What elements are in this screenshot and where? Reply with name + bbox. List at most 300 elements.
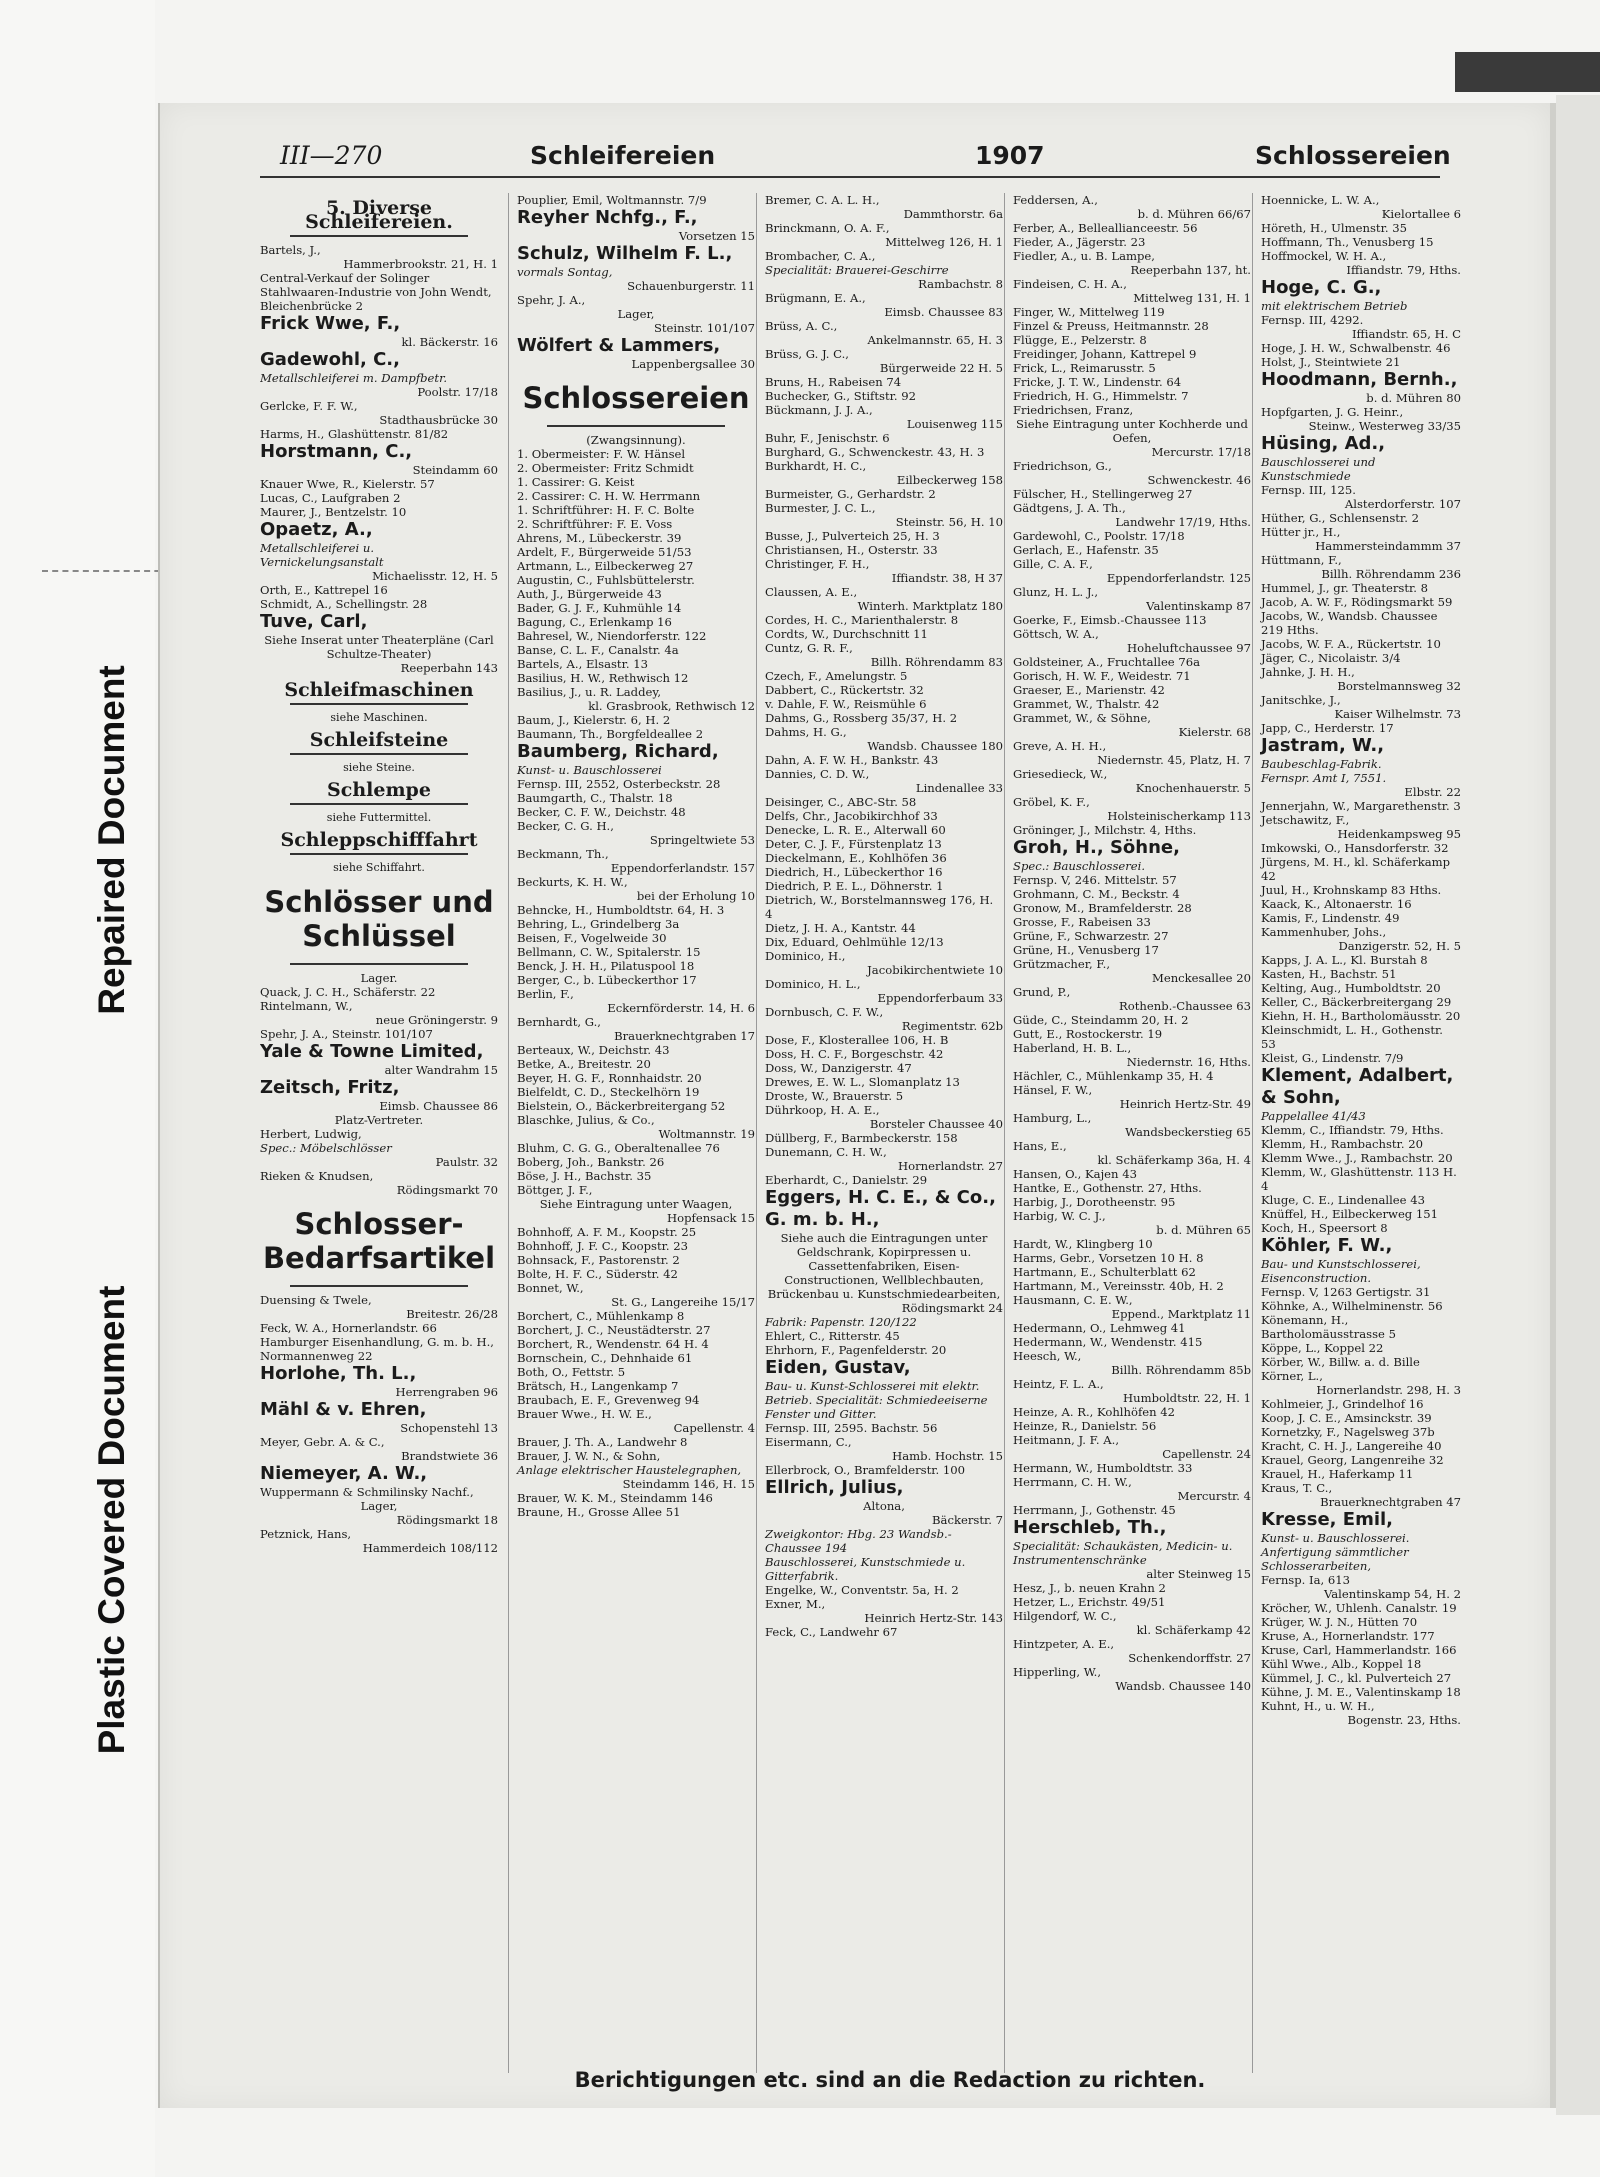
directory-entry: Jürgens, M. H., kl. Schäferkamp 42	[1261, 855, 1451, 883]
directory-entry: Jennerjahn, W., Margarethenstr. 3	[1261, 799, 1461, 813]
directory-entry: Heintz, F. L. A.,	[1013, 1377, 1104, 1391]
directory-entry: 2. Cassirer: C. H. W. Herrmann	[517, 489, 701, 503]
directory-entry: Freidinger, Johann, Kattrepel 9	[1013, 347, 1197, 361]
directory-entry: Klemm, C., Iffiandstr. 79, Hths.	[1261, 1123, 1444, 1137]
directory-entry: Schopenstehl 13	[400, 1421, 498, 1435]
directory-entry: Petznick, Hans,	[260, 1527, 352, 1541]
directory-entry: 1. Cassirer: G. Keist	[517, 475, 635, 489]
directory-entry: Dix, Eduard, Oehlmühle 12/13	[765, 935, 944, 949]
directory-entry: Jetschawitz, F.,	[1261, 813, 1350, 827]
directory-entry: Hüther, G., Schlensenstr. 2	[1261, 511, 1419, 525]
directory-entry: Kiehn, H. H., Bartholomäusstr. 20	[1261, 1009, 1461, 1023]
directory-entry: Knauer Wwe, R., Kielerstr. 57	[260, 477, 435, 491]
directory-entry: Valentinskamp 87	[1146, 599, 1251, 613]
directory-entry: Brauerknechtgraben 47	[1320, 1495, 1461, 1509]
directory-entry: Fernsp. III, 4292.	[1261, 313, 1364, 327]
directory-entry: Denecke, L. R. E., Alterwall 60	[765, 823, 946, 837]
firm-name: Eggers, H. C. E., & Co., G. m. b. H.,	[765, 1187, 996, 1230]
directory-entry: Schwenckestr. 46	[1147, 473, 1251, 487]
directory-entry: Kaiser Wilhelmstr. 73	[1334, 707, 1461, 721]
directory-entry: kl. Schäferkamp 42	[1136, 1623, 1251, 1637]
directory-entry: Eppendorferbaum 33	[877, 991, 1003, 1005]
directory-entry: Claussen, A. E.,	[765, 585, 858, 599]
directory-entry: Japp, C., Herderstr. 17	[1261, 721, 1394, 735]
directory-entry: Hoffmann, Th., Venusberg 15	[1261, 235, 1434, 249]
directory-entry: Dose, F., Klosterallee 106, H. B	[765, 1033, 949, 1047]
directory-entry: Dahms, G., Rossberg 35/37, H. 2	[765, 711, 958, 725]
section-heading: Schleifmaschinen	[284, 679, 474, 701]
plastic-covered-label: Plastic Covered Document	[91, 1285, 132, 1755]
directory-entry: Brüss, G. J. C.,	[765, 347, 849, 361]
directory-entry: Bogenstr. 23, Hths.	[1347, 1713, 1461, 1727]
header-rule	[260, 176, 1440, 178]
directory-entry: Spehr, J. A., Steinstr. 101/107	[260, 1027, 433, 1041]
directory-entry: Rambachstr. 8	[918, 277, 1003, 291]
directory-entry: Gille, C. A. F.,	[1013, 557, 1093, 571]
directory-entry: Gerlach, E., Hafenstr. 35	[1013, 543, 1159, 557]
directory-entry: Steinstr. 56, H. 10	[895, 515, 1003, 529]
directory-entry: b. d. Mühren 80	[1366, 391, 1461, 405]
directory-entry: Bohnhoff, A. F. M., Koopstr. 25	[517, 1225, 697, 1239]
firm-name: Klement, Adalbert, & Sohn,	[1261, 1065, 1454, 1108]
directory-entry: Koch, H., Speersort 8	[1261, 1221, 1388, 1235]
directory-entry: Kunst- u. Bauschlosserei	[517, 763, 662, 777]
directory-entry: Goldsteiner, A., Fruchtallee 76a	[1013, 655, 1201, 669]
directory-entry: Michaelisstr. 12, H. 5	[372, 569, 498, 583]
directory-entry: Kornetzky, F., Nagelsweg 37b	[1261, 1425, 1435, 1439]
directory-entry: Rieken & Knudsen,	[260, 1169, 374, 1183]
firm-name: Hoge, C. G.,	[1261, 277, 1382, 298]
directory-entry: Hammersteindammm 37	[1315, 539, 1461, 553]
footer-note: Berichtigungen etc. sind an die Redaction zu richten.	[574, 2068, 1206, 2092]
directory-entry: Feck, W. A., Hornerlandstr. 66	[260, 1321, 437, 1335]
directory-entry: Dominico, H. L.,	[765, 977, 861, 991]
directory-entry: Billh. Röhrendamm 85b	[1111, 1363, 1251, 1377]
directory-entry: Jahnke, J. H. H.,	[1261, 665, 1355, 679]
directory-entry: Cordts, W., Durchschnitt 11	[765, 627, 928, 641]
directory-entry: Artmann, L., Eilbeckerweg 27	[517, 559, 694, 573]
directory-entry: Anlage elektrischer Haustelegraphen,	[517, 1463, 742, 1477]
directory-entry: Mittelweg 126, H. 1	[885, 235, 1003, 249]
directory-entry: Ehlert, C., Ritterstr. 45	[765, 1329, 900, 1343]
directory-entry: Lappenbergsallee 30	[631, 357, 755, 371]
directory-entry: Flügge, E., Pelzerstr. 8	[1013, 333, 1147, 347]
directory-entry: Friedrich, H. G., Himmelstr. 7	[1013, 389, 1189, 403]
directory-entry: Ahrens, M., Lübeckerstr. 39	[517, 531, 682, 545]
directory-entry: Hantke, E., Gothenstr. 27, Hths.	[1013, 1181, 1202, 1195]
directory-entry: kl. Bäckerstr. 16	[401, 335, 498, 349]
side-banner	[0, 0, 155, 2177]
firm-name: Yale & Towne Limited,	[260, 1041, 484, 1062]
directory-entry: Duensing & Twele,	[260, 1293, 372, 1307]
directory-entry: Jacobikirchentwiete 10	[867, 963, 1003, 977]
directory-entry: Berger, C., b. Lübeckerthor 17	[517, 973, 697, 987]
directory-entry: Höreth, H., Ulmenstr. 35	[1261, 221, 1407, 235]
directory-entry: Bernhardt, G.,	[517, 1015, 601, 1029]
directory-entry: Zweigkontor: Hbg. 23 Wandsb.-Chaussee 194	[765, 1527, 952, 1555]
directory-entry: Hummel, J., gr. Theaterstr. 8	[1261, 581, 1429, 595]
directory-entry: Hornerlandstr. 27	[897, 1159, 1003, 1173]
directory-entry: Bau- und Kunstschlosserei, Eisenconstruction.	[1261, 1257, 1421, 1285]
firm-name: Wölfert & Lammers,	[517, 335, 721, 356]
column-1	[260, 193, 498, 2073]
directory-entry: alter Wandrahm 15	[384, 1063, 498, 1077]
directory-entry: mit elektrischem Betrieb	[1261, 299, 1408, 313]
directory-entry: Wandsb. Chaussee 140	[1115, 1679, 1251, 1693]
directory-entry: Brombacher, C. A.,	[765, 249, 876, 263]
directory-entry: Lager.	[360, 971, 398, 985]
directory-entry: Bielfeldt, C. D., Steckelhörn 19	[517, 1085, 700, 1099]
directory-entry: Hammerbrookstr. 21, H. 1	[343, 257, 498, 271]
directory-entry: siehe Schiffahrt.	[333, 861, 425, 874]
directory-entry: Landwehr 17/19, Hths.	[1115, 515, 1251, 529]
firm-name: Ellrich, Julius,	[765, 1477, 904, 1498]
firm-name: Baumberg, Richard,	[517, 741, 719, 762]
directory-entry: Spehr, J. A.,	[517, 293, 586, 307]
directory-entry: Baumann, Th., Borgfeldeallee 2	[517, 727, 704, 741]
firm-name: Zeitsch, Fritz,	[260, 1077, 400, 1098]
directory-entry: Braune, H., Grosse Allee 51	[517, 1505, 681, 1519]
directory-entry: Brauerknechtgraben 17	[614, 1029, 755, 1043]
directory-entry: Baubeschlag-Fabrik.	[1261, 757, 1382, 771]
directory-entry: Brauer Wwe., H. W. E.,	[517, 1407, 652, 1421]
directory-entry: St. G., Langereihe 15/17	[611, 1295, 755, 1309]
directory-entry: Eimsb. Chaussee 86	[379, 1099, 498, 1113]
directory-entry: Bellmann, C. W., Spitalerstr. 15	[517, 945, 701, 959]
directory-entry: Elbstr. 22	[1404, 785, 1461, 799]
directory-entry: Central-Verkauf der Solinger Stahlwaaren-Industrie von John Wendt, Bleichenbrücke 2	[260, 271, 492, 313]
directory-entry: Hipperling, W.,	[1013, 1665, 1101, 1679]
directory-entry: Kamis, F., Lindenstr. 49	[1261, 911, 1400, 925]
directory-entry: 2. Obermeister: Fritz Schmidt	[517, 461, 694, 475]
directory-entry: Harbig, J., Dorotheenstr. 95	[1013, 1195, 1176, 1209]
directory-entry: Dunemann, C. H. W.,	[765, 1145, 887, 1159]
directory-entry: Basilius, H. W., Rethwisch 12	[517, 671, 689, 685]
directory-entry: Kapps, J. A. L., Kl. Burstah 8	[1261, 953, 1428, 967]
directory-entry: Siehe Inserat unter Theaterpläne (Carl Schultze-Theater)	[264, 633, 494, 661]
directory-entry: Delfs, Chr., Jacobikirchhof 33	[765, 809, 938, 823]
directory-entry: Danzigerstr. 52, H. 5	[1338, 939, 1461, 953]
directory-entry: Specialität: Brauerei-Geschirre	[765, 263, 949, 277]
directory-entry: Brauer, J. W. N., & Sohn,	[517, 1449, 661, 1463]
directory-entry: Burmeister, G., Gerhardstr. 2	[765, 487, 936, 501]
directory-entry: Niedernstr. 16, Hths.	[1126, 1055, 1251, 1069]
directory-entry: Brauer, J. Th. A., Landwehr 8	[517, 1435, 688, 1449]
directory-entry: Wandsb. Chaussee 180	[867, 739, 1003, 753]
directory-entry: Hächler, C., Mühlenkamp 35, H. 4	[1013, 1069, 1214, 1083]
directory-entry: Gardewohl, C., Poolstr. 17/18	[1013, 529, 1185, 543]
directory-entry: Fernsp. Ia, 613	[1261, 1573, 1351, 1587]
directory-entry: Alsterdorferstr. 107	[1344, 497, 1461, 511]
header-right-title: Schlossereien	[1255, 141, 1451, 170]
directory-entry: Burmester, J. C. L.,	[765, 501, 876, 515]
firm-name: Jastram, W.,	[1261, 735, 1385, 756]
directory-entry: Findeisen, C. H. A.,	[1013, 277, 1127, 291]
directory-entry: Bäckerstr. 7	[932, 1513, 1003, 1527]
directory-entry: Hausmann, C. E. W.,	[1013, 1293, 1133, 1307]
directory-entry: v. Dahle, F. W., Reismühle 6	[765, 697, 927, 711]
directory-entry: Stadthausbrücke 30	[379, 413, 498, 427]
directory-entry: Beckurts, K. H. W.,	[517, 875, 628, 889]
directory-entry: Dahms, H. G.,	[765, 725, 847, 739]
directory-entry: b. d. Mühren 66/67	[1137, 207, 1251, 221]
directory-entry: Grüne, H., Venusberg 17	[1013, 943, 1159, 957]
directory-entry: Fieder, A., Jägerstr. 23	[1013, 235, 1146, 249]
directory-entry: Doss, W., Danzigerstr. 47	[765, 1061, 912, 1075]
directory-entry: Holsteinischerkamp 113	[1107, 809, 1251, 823]
directory-entry: Dieckelmann, E., Kohlhöfen 36	[765, 851, 947, 865]
directory-entry: Winterh. Marktplatz 180	[857, 599, 1003, 613]
directory-entry: Braubach, E. F., Grevenweg 94	[517, 1393, 700, 1407]
directory-entry: Krauel, Georg, Langenreihe 32	[1261, 1453, 1444, 1467]
directory-entry: Beyer, H. G. F., Ronnhaidstr. 20	[517, 1071, 702, 1085]
directory-entry: Behncke, H., Humboldtstr. 64, H. 3	[517, 903, 725, 917]
directory-entry: Dammthorstr. 6a	[903, 207, 1003, 221]
directory-entry: Brinckmann, O. A. F.,	[765, 221, 890, 235]
directory-entry: Feck, C., Landwehr 67	[765, 1625, 898, 1639]
directory-entry: Dietrich, W., Borstelmannsweg 176, H. 4	[765, 893, 994, 921]
firm-name: Schulz, Wilhelm F. L.,	[517, 243, 733, 264]
directory-entry: Kammenhuber, Johs.,	[1261, 925, 1387, 939]
directory-entry: Griesedieck, W.,	[1013, 767, 1108, 781]
directory-entry: Fricke, J. T. W., Lindenstr. 64	[1013, 375, 1182, 389]
firm-name: Eiden, Gustav,	[765, 1357, 911, 1378]
directory-entry: Berlin, F.,	[517, 987, 574, 1001]
directory-entry: Bluhm, C. G. G., Oberaltenallee 76	[517, 1141, 720, 1155]
directory-entry: Rödingsmarkt 18	[396, 1513, 498, 1527]
directory-entry: Diedrich, P. E. L., Döhnerstr. 1	[765, 879, 944, 893]
directory-entry: Böttger, J. F.,	[517, 1183, 593, 1197]
firm-name: Groh, H., Söhne,	[1013, 837, 1180, 858]
directory-entry: Beisen, F., Vogelweide 30	[517, 931, 667, 945]
directory-entry: Bau- u. Kunst-Schlosserei mit elektr. Betrieb. Specialität: Schmiedeeiserne Fenster und Gitter.	[765, 1379, 988, 1421]
directory-entry: Kuhnt, H., u. W. H.,	[1261, 1699, 1375, 1713]
directory-entry: Baumgarth, C., Thalstr. 18	[517, 791, 673, 805]
directory-entry: Iffiandstr. 38, H 37	[891, 571, 1003, 585]
directory-entry: Borsteler Chaussee 40	[869, 1117, 1003, 1131]
directory-entry: Boberg, Joh., Bankstr. 26	[517, 1155, 665, 1169]
directory-entry: Eppendorferlandstr. 157	[610, 861, 755, 875]
section-heading: Schlempe	[327, 779, 431, 801]
directory-entry: Knüffel, H., Eilbeckerweg 151	[1261, 1207, 1439, 1221]
directory-entry: Metallschleiferei m. Dampfbetr.	[260, 371, 448, 385]
directory-entry: Gutt, E., Rostockerstr. 19	[1013, 1027, 1163, 1041]
directory-entry: Herrengraben 96	[395, 1385, 498, 1399]
directory-entry: Auth, J., Bürgerweide 43	[517, 587, 662, 601]
directory-entry: Friedrichson, G.,	[1013, 459, 1112, 473]
dark-corner	[1455, 52, 1600, 92]
directory-entry: Siehe auch die Eintragungen unter Geldschrank, Kopirpressen u. Cassettenfabriken, Eisen-Constructionen, Wellblechbauten, Brückenbau u. Kunstschmiedearbeiten,	[767, 1231, 1001, 1301]
directory-entry: Drewes, E. W. L., Slomanplatz 13	[765, 1075, 960, 1089]
directory-entry: Behring, L., Grindelberg 3a	[517, 917, 680, 931]
directory-entry: Böse, J. H., Bachstr. 35	[517, 1169, 652, 1183]
firm-name: Niemeyer, A. W.,	[260, 1463, 428, 1484]
directory-entry: Kruse, A., Hornerlandstr. 177	[1261, 1629, 1435, 1643]
directory-entry: Siehe Eintragung unter Waagen,	[539, 1197, 733, 1211]
directory-entry: Hornerlandstr. 298, H. 3	[1316, 1383, 1461, 1397]
directory-entry: Wuppermann & Schmilinsky Nachf.,	[260, 1485, 474, 1499]
directory-entry: Heidenkampsweg 95	[1337, 827, 1461, 841]
header-left-title: Schleifereien	[530, 141, 716, 170]
directory-entry: Vorsetzen 15	[678, 229, 755, 243]
directory-entry: Krauel, H., Haferkamp 11	[1261, 1467, 1414, 1481]
directory-entry: Greve, A. H. H.,	[1013, 739, 1107, 753]
directory-entry: Menckesallee 20	[1151, 971, 1251, 985]
directory-entry: Hüttmann, F.,	[1261, 553, 1342, 567]
directory-entry: Engelke, W., Conventstr. 5a, H. 2	[765, 1583, 959, 1597]
directory-entry: Hopfensack 15	[667, 1211, 755, 1225]
directory-entry: Gröbel, K. F.,	[1013, 795, 1090, 809]
directory-entry: Brätsch, H., Langenkamp 7	[517, 1379, 679, 1393]
directory-entry: Quack, J. C. H., Schäferstr. 22	[260, 985, 436, 999]
directory-entry: Jacobs, W. F. A., Rückertstr. 10	[1261, 637, 1441, 651]
column-2	[508, 193, 755, 2073]
directory-entry: Droste, W., Brauerstr. 5	[765, 1089, 904, 1103]
directory-entry: Brandstwiete 36	[401, 1449, 498, 1463]
directory-entry: Janitschke, J.,	[1261, 693, 1341, 707]
directory-entry: Becker, C. G. H.,	[517, 819, 614, 833]
page-header	[280, 141, 1451, 181]
directory-entry: Bielstein, O., Bäckerbreitergang 52	[517, 1099, 726, 1113]
directory-entry: Reeperbahn 137, ht.	[1130, 263, 1251, 277]
directory-entry: Dominico, H.,	[765, 949, 846, 963]
directory-entry: Harms, H., Glashüttenstr. 81/82	[260, 427, 449, 441]
directory-entry: siehe Maschinen.	[330, 711, 428, 724]
directory-entry: Fernsp. III, 2595. Bachstr. 56	[765, 1421, 938, 1435]
directory-entry: Kraus, T. C.,	[1261, 1481, 1333, 1495]
directory-entry: Eimsb. Chaussee 83	[884, 305, 1003, 319]
directory-entry: Beckmann, Th.,	[517, 847, 609, 861]
repaired-document-label: Repaired Document	[91, 665, 132, 1015]
directory-entry: Körber, W., Billw. a. d. Bille	[1261, 1355, 1420, 1369]
column-3	[756, 193, 1003, 2073]
directory-entry: Krüger, W. J. N., Hütten 70	[1261, 1615, 1418, 1629]
directory-entry: Schmidt, A., Schellingstr. 28	[260, 597, 428, 611]
directory-entry: Klemm Wwe., J., Rambachstr. 20	[1261, 1151, 1453, 1165]
directory-entry: Eisermann, C.,	[765, 1435, 852, 1449]
directory-entry: Ellerbrock, O., Bramfelderstr. 100	[765, 1463, 966, 1477]
directory-entry: Kröcher, W., Uhlenh. Canalstr. 19	[1261, 1601, 1457, 1615]
directory-entry: Düllberg, F., Barmbeckerstr. 158	[765, 1131, 958, 1145]
directory-entry: Kruse, Carl, Hammerlandstr. 166	[1261, 1643, 1457, 1657]
directory-entry: Eckernförderstr. 14, H. 6	[607, 1001, 755, 1015]
directory-entry: Christiansen, H., Osterstr. 33	[765, 543, 938, 557]
directory-entry: Kleinschmidt, L. H., Gothenstr. 53	[1261, 1023, 1443, 1051]
directory-entry: Reeperbahn 143	[400, 661, 498, 675]
directory-entry: Cuntz, G. R. F.,	[765, 641, 853, 655]
directory-entry: siehe Futtermittel.	[326, 811, 432, 824]
directory-entry: Heinze, A. R., Kohlhöfen 42	[1013, 1405, 1176, 1419]
directory-entry: Juul, H., Krohnskamp 83 Hths.	[1261, 883, 1442, 897]
directory-entry: Augustin, C., Fuhlsbüttelerstr.	[517, 573, 695, 587]
firm-name: Horlohe, Th. L.,	[260, 1363, 417, 1384]
directory-entry: Spec.: Möbelschlösser	[260, 1141, 392, 1155]
directory-entry: Maurer, J., Bentzelstr. 10	[260, 505, 407, 519]
directory-entry: Steindamm 60	[412, 463, 498, 477]
directory-entry: Poolstr. 17/18	[417, 385, 498, 399]
directory-entry: Heesch, W.,	[1013, 1349, 1082, 1363]
directory-entry: Güde, C., Steindamm 20, H. 2	[1013, 1013, 1189, 1027]
directory-entry: Orth, E., Kattrepel 16	[260, 583, 388, 597]
directory-entry: Grammet, W., & Söhne,	[1013, 711, 1151, 725]
directory-entry: Jacob, A. W. F., Rödingsmarkt 59	[1261, 595, 1453, 609]
directory-entry: vormals Sontag,	[517, 265, 613, 279]
directory-entry: Becker, C. F. W., Deichstr. 48	[517, 805, 686, 819]
directory-entry: Heitmann, J. F. A.,	[1013, 1433, 1120, 1447]
directory-entry: Glunz, H. L. J.,	[1013, 585, 1099, 599]
directory-entry: Christinger, F. H.,	[765, 557, 870, 571]
directory-entry: Kluge, C. E., Lindenallee 43	[1261, 1193, 1425, 1207]
rule-line	[290, 235, 468, 237]
directory-entry: Schauenburgerstr. 11	[627, 279, 755, 293]
directory-entry: Borstelmannsweg 32	[1337, 679, 1461, 693]
directory-entry: Steinw., Westerweg 33/35	[1308, 419, 1461, 433]
directory-entry: Grohmann, C. M., Beckstr. 4	[1013, 887, 1180, 901]
directory-entry: Kohlmeier, J., Grindelhof 16	[1261, 1397, 1424, 1411]
rule-line	[290, 963, 468, 965]
directory-entry: Niedernstr. 45, Platz, H. 7	[1097, 753, 1251, 767]
document-page	[158, 103, 1556, 2108]
directory-entry: Dahn, A. F. W. H., Bankstr. 43	[765, 753, 939, 767]
firm-name: Tuve, Carl,	[260, 611, 368, 632]
directory-entry: Rintelmann, W.,	[260, 999, 353, 1013]
directory-entry: Cordes, H. C., Marienthalerstr. 8	[765, 613, 959, 627]
directory-entry: Hänsel, F. W.,	[1013, 1083, 1093, 1097]
directory-entry: Doss, H. C. F., Borgeschstr. 42	[765, 1047, 944, 1061]
directory-entry: Dannies, C. D. W.,	[765, 767, 870, 781]
section-heading: Schlosser-Bedarfsartikel	[262, 1207, 496, 1275]
directory-entry: Hansen, O., Kajen 43	[1013, 1167, 1137, 1181]
directory-entry: neue Gröningerstr. 9	[375, 1013, 498, 1027]
directory-entry: Borchert, J. C., Neustädterstr. 27	[517, 1323, 711, 1337]
directory-entry: Herrmann, J., Gothenstr. 45	[1013, 1503, 1176, 1517]
directory-entry: Rothenb.-Chaussee 63	[1119, 999, 1251, 1013]
directory-entry: Ehrhorn, F., Pagenfelderstr. 20	[765, 1343, 947, 1357]
directory-entry: Göttsch, W. A.,	[1013, 627, 1099, 641]
directory-entry: Buhr, F., Jenischstr. 6	[765, 431, 890, 445]
directory-entry: Benck, J. H. H., Pilatuspool 18	[517, 959, 695, 973]
rule-line	[290, 853, 468, 855]
directory-entry: Dabbert, C., Rückertstr. 32	[765, 683, 924, 697]
column-4	[1004, 193, 1251, 2073]
rule-line	[290, 753, 468, 755]
directory-entry: Valentinskamp 54, H. 2	[1323, 1587, 1461, 1601]
directory-entry: bei der Erholung 10	[636, 889, 755, 903]
directory-entry: Kühl Wwe., Alb., Koppel 18	[1261, 1657, 1422, 1671]
directory-entry: Jacobs, W., Wandsb. Chaussee 219 Hths.	[1261, 609, 1438, 637]
directory-entry: Busse, J., Pulverteich 25, H. 3	[765, 529, 940, 543]
directory-entry: kl. Grasbrook, Rethwisch 12	[588, 699, 755, 713]
directory-entry: Blaschke, Julius, & Co.,	[517, 1113, 655, 1127]
directory-entry: Bückmann, J. J. A.,	[765, 403, 873, 417]
directory-entry: Mercurstr. 4	[1177, 1489, 1251, 1503]
directory-entry: alter Steinweg 15	[1146, 1567, 1251, 1581]
directory-entry: Hammerdeich 108/112	[362, 1541, 498, 1555]
rule-line	[290, 803, 468, 805]
directory-entry: Bader, G. J. F., Kuhmühle 14	[517, 601, 682, 615]
directory-entry: Lager,	[617, 307, 655, 321]
directory-entry: Bartels, A., Elsastr. 13	[517, 657, 648, 671]
directory-entry: Borchert, C., Mühlenkamp 8	[517, 1309, 685, 1323]
directory-entry: Grüne, F., Schwarzestr. 27	[1013, 929, 1169, 943]
header-year: 1907	[975, 141, 1045, 170]
directory-entry: Berteaux, W., Deichstr. 43	[517, 1043, 670, 1057]
directory-entry: Bonnet, W.,	[517, 1281, 584, 1295]
directory-entry: Keller, C., Bäckerbreitergang 29	[1261, 995, 1452, 1009]
directory-entry: Woltmannstr. 19	[658, 1127, 755, 1141]
directory-entry: Mercurstr. 17/18	[1151, 445, 1251, 459]
directory-entry: Imkowski, O., Hansdorferstr. 32	[1261, 841, 1449, 855]
